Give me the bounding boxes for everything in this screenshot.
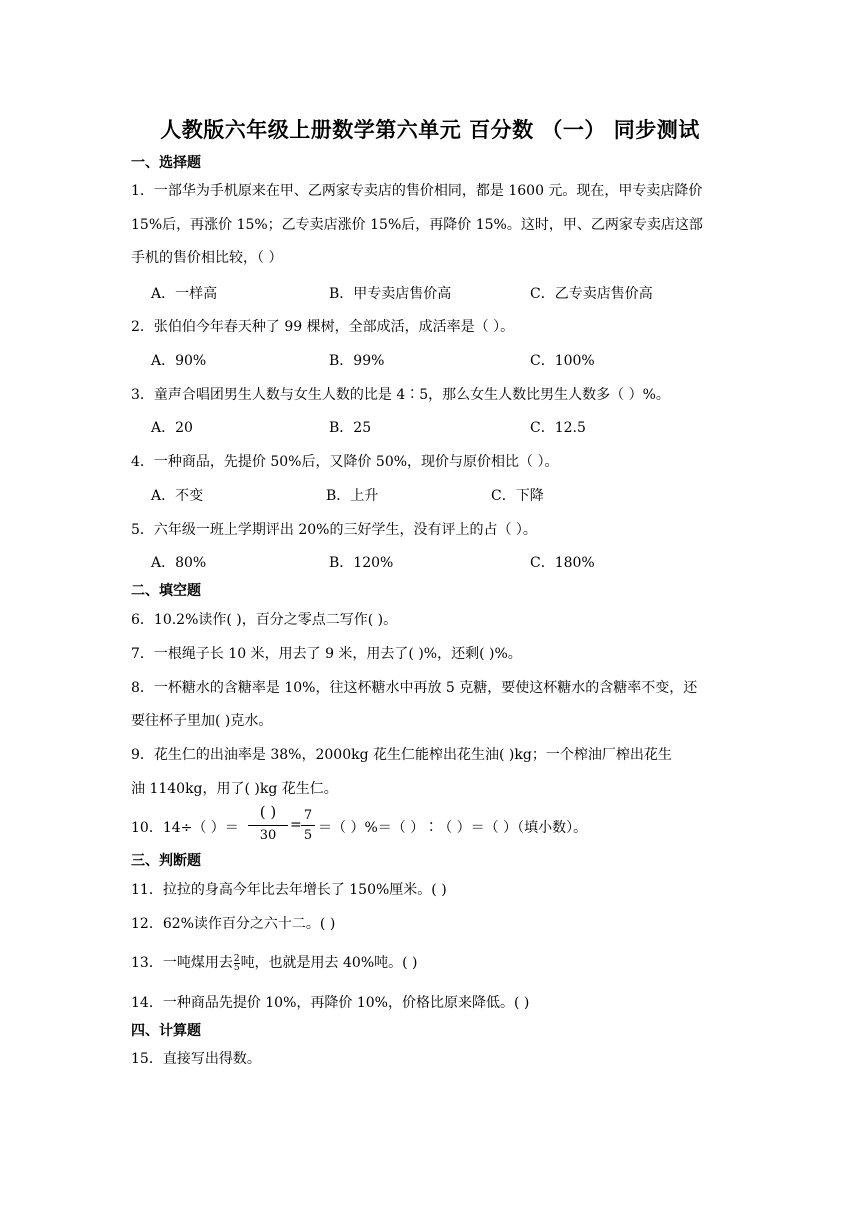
question-10-fraction-1	[248, 803, 288, 843]
q13-fraction-denominator: 5	[233, 962, 240, 973]
question-4-option-b: B．上升	[326, 488, 379, 504]
page-title: 人教版六年级上册数学第六单元 百分数 （一） 同步测试	[160, 117, 700, 142]
question-10-start: 10．14÷（ ）＝	[131, 820, 239, 836]
fraction-1-denominator: 30	[259, 828, 277, 843]
question-9-line-1: 9．花生仁的出油率是 38%，2000kg 花生仁能榨出花生油( )kg；一个榨油厂榨出花生	[131, 747, 672, 763]
question-2-option-c: C．100%	[530, 353, 595, 369]
fraction-2-denominator: 5	[303, 828, 313, 843]
question-2-option-b: B．99%	[329, 353, 385, 369]
question-14: 14．一种商品先提价 10%，再降价 10%，价格比原来降低。( )	[131, 995, 530, 1011]
question-1-option-a: A．一样高	[151, 286, 218, 302]
question-15: 15．直接写出得数。	[131, 1051, 261, 1067]
section-heading-calc: 四、计算题	[131, 1023, 201, 1039]
question-2-option-a: A．90%	[151, 353, 207, 369]
section-heading-fill: 二、填空题	[131, 583, 201, 599]
q13-fraction-numerator: 2	[233, 953, 240, 964]
question-1-line-3: 手机的售价相比较，（ ）	[131, 250, 283, 266]
question-4-option-c: C．下降	[491, 488, 544, 504]
section-heading-judge: 三、判断题	[131, 853, 201, 869]
question-4-option-a: A．不变	[151, 488, 204, 504]
fraction-2-bar	[301, 825, 315, 826]
fraction-2-numerator: 7	[303, 808, 313, 823]
question-1-line-2: 15%后，再涨价 15%；乙专卖店涨价 15%后，再降价 15%。这时，甲、乙两家专卖店这部	[131, 217, 703, 233]
question-2: 2．张伯伯今年春天种了 99 棵树，全部成活，成活率是（ ）。	[131, 319, 515, 335]
question-4: 4．一种商品，先提价 50%后，又降价 50%，现价与原价相比（ ）。	[131, 454, 559, 470]
question-12: 12．62%读作百分之六十二。( )	[131, 916, 336, 932]
question-3-option-a: A．20	[151, 420, 193, 436]
question-13-pre: 13．一吨煤用去	[131, 955, 233, 971]
question-13-fraction	[234, 955, 240, 972]
question-1-option-b: B．甲专卖店售价高	[329, 286, 452, 302]
question-10-fraction-2	[301, 803, 315, 843]
question-13	[131, 952, 418, 972]
question-3: 3．童声合唱团男生人数与女生人数的比是 4∶5，那么女生人数比男生人数多（ ）%。	[131, 387, 670, 403]
fraction-1-bar	[248, 825, 288, 826]
question-5-option-a: A．80%	[151, 555, 207, 571]
question-3-option-c: C．12.5	[530, 420, 586, 436]
question-8-line-1: 8．一杯糖水的含糖率是 10%，往这杯糖水中再放 5 克糖，要使这杯糖水的含糖率不变，还	[131, 680, 698, 696]
question-10-end: ＝（ ）%＝（ ）∶（ ）＝（ ）（填小数）。	[318, 820, 588, 836]
question-11: 11．拉拉的身高今年比去年增长了 150%厘米。( )	[131, 882, 447, 898]
question-13-post: 吨，也就是用去 40%吨。( )	[240, 955, 418, 971]
fraction-1-numerator: ( )	[259, 803, 277, 821]
question-9-line-2: 油 1140kg，用了( )kg 花生仁。	[131, 781, 338, 797]
question-8-line-2: 要往杯子里加( )克水。	[131, 713, 273, 729]
question-6: 6．10.2%读作( )，百分之零点二写作( )。	[131, 612, 398, 628]
question-5: 5．六年级一班上学期评出 20%的三好学生，没有评上的占（ ）。	[131, 522, 537, 538]
question-7: 7．一根绳子长 10 米，用去了 9 米，用去了( )%，还剩( )%。	[131, 646, 522, 662]
question-1-option-c: C．乙专卖店售价高	[530, 286, 653, 302]
question-3-option-b: B．25	[329, 420, 372, 436]
question-10-equals: =	[290, 817, 302, 833]
question-5-option-b: B．120%	[329, 555, 394, 571]
section-heading-choice: 一、选择题	[131, 155, 201, 171]
question-1-line-1: 1．一部华为手机原来在甲、乙两家专卖店的售价相同，都是 1600 元。现在，甲专卖店降价	[131, 183, 703, 199]
question-5-option-c: C．180%	[530, 555, 595, 571]
